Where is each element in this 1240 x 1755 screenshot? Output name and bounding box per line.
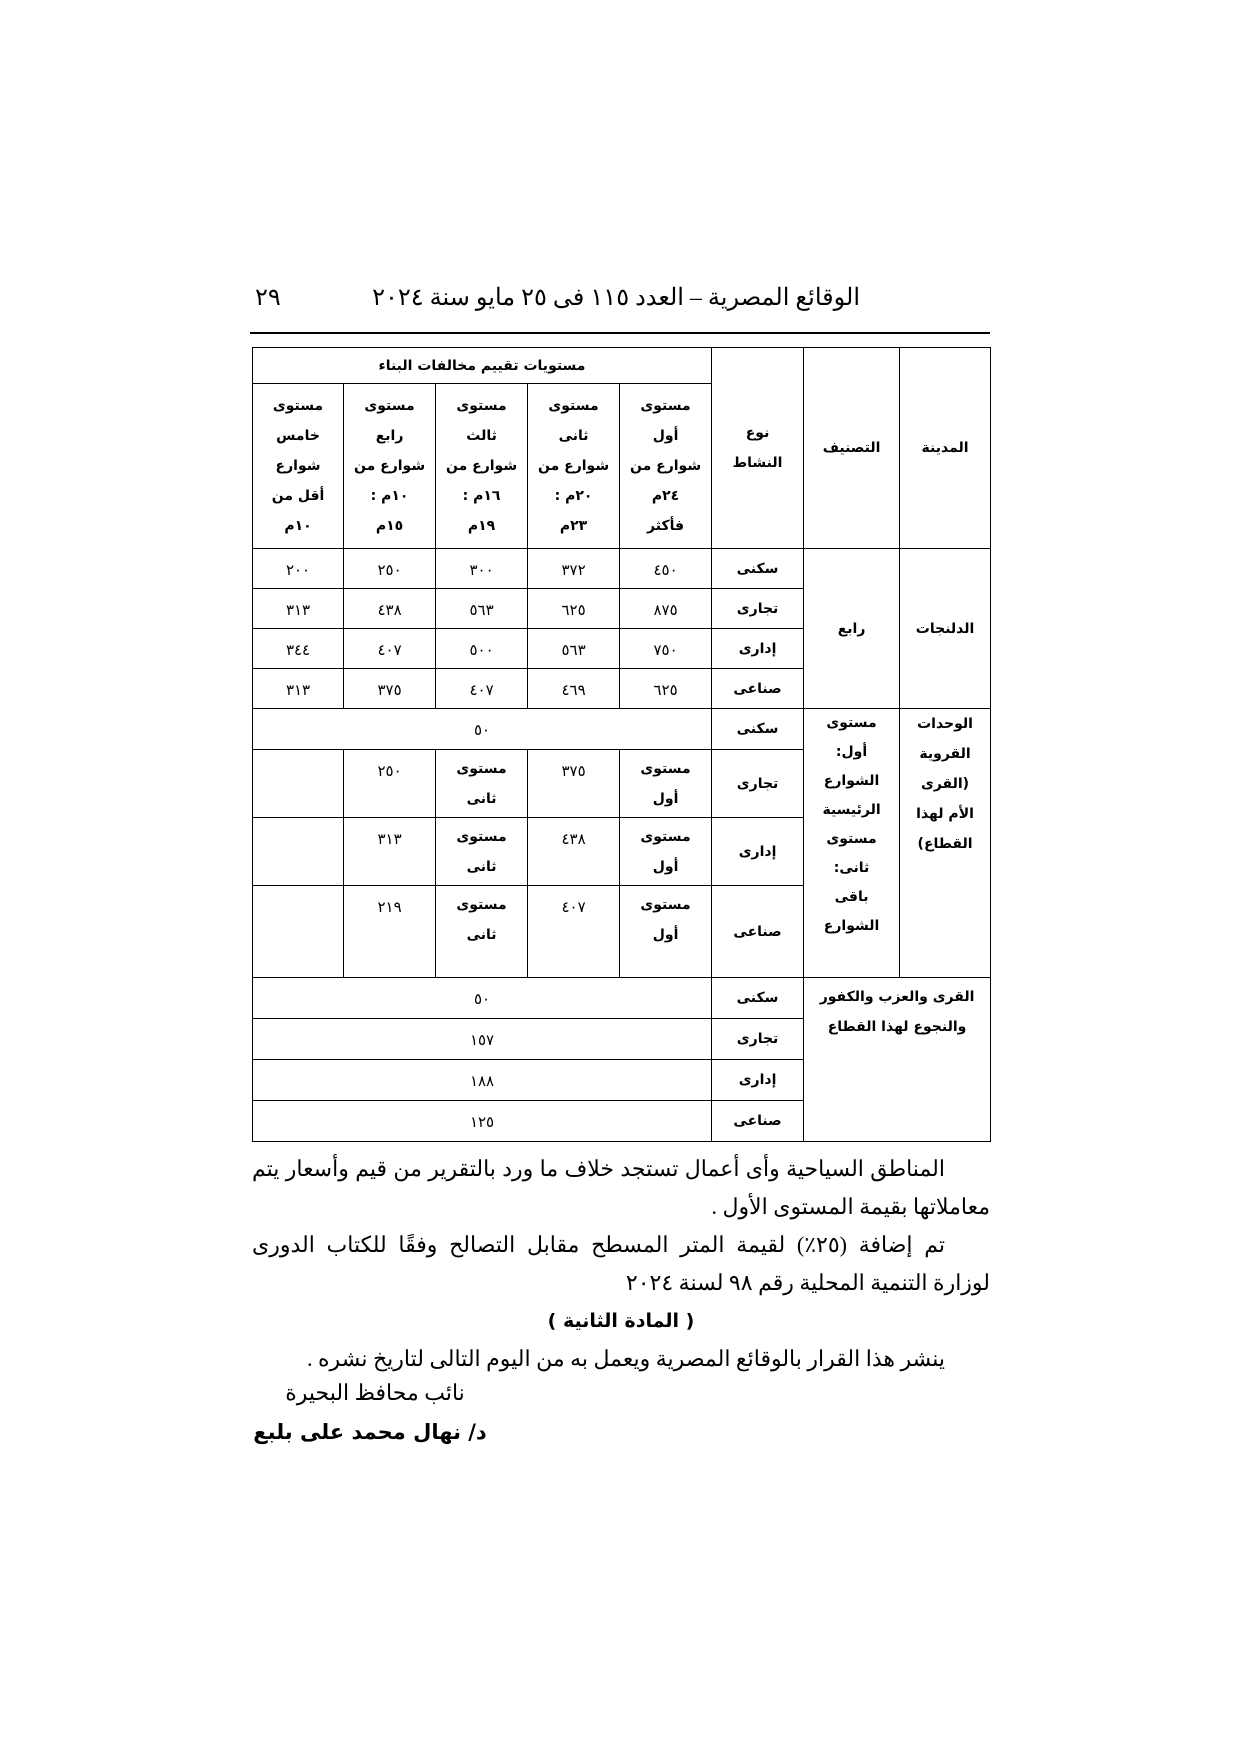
value-cell: ١٢٥ [253, 1101, 712, 1142]
empty-cell [253, 750, 344, 818]
empty-cell [253, 818, 344, 886]
header-level4: مستوى رابع شوارع من ١٠م : ١٥م [344, 384, 436, 549]
value-cell: ١٨٨ [253, 1060, 712, 1101]
value-cell: ٣٧٥ [528, 750, 620, 818]
value-cell: ٢٥٠ [344, 549, 436, 589]
value-cell: ٤٣٨ [528, 818, 620, 886]
page-header [250, 283, 990, 323]
value-cell: ٥٠٠ [436, 629, 528, 669]
value-cell: ٨٧٥ [620, 589, 712, 629]
level-label-cell: مستوى ثانى [436, 818, 528, 886]
body-text [252, 1150, 990, 1378]
header-level2: مستوى ثانى شوارع من ٢٠م : ٢٣م [528, 384, 620, 549]
value-cell: ٢٥٠ [344, 750, 436, 818]
header-city: المدينة [900, 348, 991, 549]
header-title: الوقائع المصرية – العدد ١١٥ فى ٢٥ مايو سنة ٢٠٢٤ [372, 285, 860, 311]
city-cell: القرى والعزب والكفور والنجوع لهذا القطاع [804, 978, 991, 1142]
signature-title: نائب محافظ البحيرة [285, 1380, 465, 1405]
activity-cell: صناعى [712, 1101, 804, 1142]
header-classification: التصنيف [804, 348, 900, 549]
header-levels-group: مستويات تقييم مخالفات البناء [253, 348, 712, 384]
table-row [253, 709, 991, 750]
level-label-cell: مستوى أول [620, 818, 712, 886]
value-cell: ٣٤٤ [253, 629, 344, 669]
value-cell: ٧٥٠ [620, 629, 712, 669]
header-level5: مستوى خامس شوارع أقل من ١٠م [253, 384, 344, 549]
page-number: ٢٩ [255, 285, 281, 311]
activity-cell: تجارى [712, 1019, 804, 1060]
value-cell: ٣٧٢ [528, 549, 620, 589]
activity-cell: سكنى [712, 978, 804, 1019]
value-cell: ١٥٧ [253, 1019, 712, 1060]
classification-cell: رابع [804, 549, 900, 709]
activity-cell: سكنى [712, 549, 804, 589]
table-row [253, 978, 991, 1019]
value-cell: ٥٠ [253, 978, 712, 1019]
article-heading: ( المادة الثانية ) [547, 1310, 695, 1332]
value-cell: ٤٠٧ [344, 629, 436, 669]
city-cell: الوحدات القروية (القرى الأم لهذا القطاع) [900, 709, 991, 978]
paragraph-publication: ينشر هذا القرار بالوقائع المصرية ويعمل به من اليوم التالى لتاريخ نشره . [307, 1346, 945, 1371]
header-level1: مستوى أول شوارع من ٢٤م فأكثر [620, 384, 712, 549]
value-cell: ٤٦٩ [528, 669, 620, 709]
value-cell: ٦٢٥ [528, 589, 620, 629]
value-cell: ٤٠٧ [528, 886, 620, 978]
value-cell: ٣١٣ [253, 669, 344, 709]
paragraph-tourist-areas: المناطق السياحية وأى أعمال تستجد خلاف ما ورد بالتقرير من قيم وأسعار يتم معاملاتها بقيمة المستوى الأول . [252, 1156, 990, 1219]
activity-cell: إدارى [712, 818, 804, 886]
activity-cell: إدارى [712, 1060, 804, 1101]
value-cell: ٤٠٧ [436, 669, 528, 709]
level-label-cell: مستوى ثانى [436, 750, 528, 818]
value-cell: ٣٧٥ [344, 669, 436, 709]
value-cell: ٢٠٠ [253, 549, 344, 589]
header-activity-type: نوع النشاط [712, 348, 804, 549]
activity-cell: إدارى [712, 629, 804, 669]
value-cell: ٣٠٠ [436, 549, 528, 589]
city-cell: الدلنجات [900, 549, 991, 709]
level-label-cell: مستوى أول [620, 886, 712, 978]
activity-cell: سكنى [712, 709, 804, 750]
classification-cell: مستوى أول: الشوارع الرئيسية مستوى ثانى: باقى الشوارع [804, 709, 900, 978]
activity-cell: صناعى [712, 669, 804, 709]
value-cell: ٣١٣ [344, 818, 436, 886]
value-cell: ٥٦٣ [528, 629, 620, 669]
paragraph-reconciliation: تم إضافة (٢٥٪) لقيمة المتر المسطح مقابل التصالح وفقًا للكتاب الدورى لوزارة التنمية المحلية رقم ٩٨ لسنة ٢٠٢٤ [252, 1232, 990, 1295]
activity-cell: تجارى [712, 750, 804, 818]
value-cell: ٦٢٥ [620, 669, 712, 709]
activity-cell: صناعى [712, 886, 804, 978]
valuation-table [252, 347, 991, 1142]
table-row [253, 549, 991, 589]
value-cell: ٤٣٨ [344, 589, 436, 629]
level-label-cell: مستوى ثانى [436, 886, 528, 978]
level-label-cell: مستوى أول [620, 750, 712, 818]
empty-cell [253, 886, 344, 978]
activity-cell: تجارى [712, 589, 804, 629]
signature-name: د/ نهال محمد على بلبع [253, 1420, 487, 1444]
value-cell: ٥٦٣ [436, 589, 528, 629]
value-cell: ٣١٣ [253, 589, 344, 629]
header-level3: مستوى ثالث شوارع من ١٦م : ١٩م [436, 384, 528, 549]
value-cell: ٤٥٠ [620, 549, 712, 589]
value-cell: ٥٠ [253, 709, 712, 750]
header-rule [250, 332, 990, 334]
value-cell: ٢١٩ [344, 886, 436, 978]
